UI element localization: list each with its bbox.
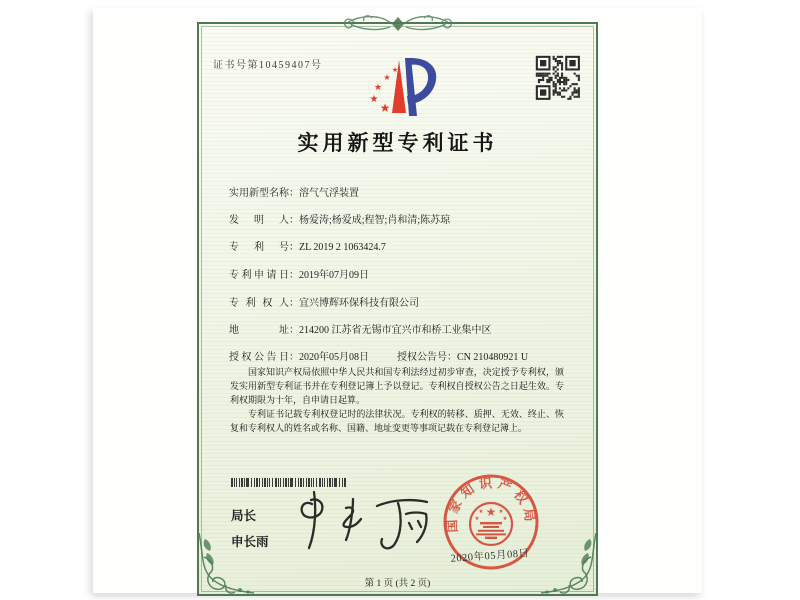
seal-date: 2020年05月08日 [450, 548, 530, 565]
field-row-patentee [229, 294, 419, 308]
svg-text:★: ★ [391, 66, 399, 74]
field-label: 专利权人 [229, 298, 289, 309]
field-value: 2020年05月08日 [299, 352, 369, 363]
field-row-filing-date [229, 266, 369, 280]
legal-paragraph-1: 国家知识产权局依照中华人民共和国专利法经过初步审查，决定授予专利权，颁发实用新型专利证书并在专利登记簿上予以登记。专利权自授权公告之日起生效。专利权期限为十年，自申请日起算。 [230, 367, 564, 405]
field-row-address [229, 321, 492, 335]
field-label: 发明人 [229, 215, 289, 226]
svg-text:★: ★ [502, 516, 508, 522]
legal-paragraph-2: 专利证书记载专利权登记时的法律状况。专利权的转移、质押、无效、终止、恢复和专利权人的姓名或名称、国籍、地址变更等事项记载在专利登记簿上。 [230, 409, 564, 433]
svg-text:★: ★ [373, 82, 383, 92]
svg-text:★: ★ [498, 509, 504, 515]
field-label: 授权公告日 [229, 352, 289, 363]
qr-code-icon [535, 55, 581, 101]
colon: ： [289, 352, 299, 363]
field-row-grant [229, 348, 589, 362]
director-title: 局长 [231, 509, 257, 523]
svg-text:★: ★ [474, 516, 480, 522]
svg-text:★: ★ [383, 73, 391, 82]
field-pair-grant-number [397, 348, 528, 363]
colon: ： [289, 298, 299, 309]
certificate-title: 实用新型专利证书 [297, 131, 498, 155]
field-row-patent-number [229, 238, 386, 252]
field-value: 溶气气浮装置 [299, 188, 359, 199]
field-label: 专利号 [229, 242, 289, 253]
director-name: 申长雨 [231, 535, 269, 549]
svg-text:★: ★ [379, 101, 391, 115]
field-label: 地址 [229, 325, 289, 336]
handwritten-signature-icon [293, 486, 438, 561]
colon: ： [289, 188, 299, 199]
svg-text:★: ★ [485, 505, 497, 519]
top-flourish-ornament [338, 9, 458, 39]
bottom-right-flourish [539, 531, 599, 597]
field-value: 2019年07月09日 [299, 270, 369, 281]
colon: ： [289, 270, 299, 281]
svg-text:★: ★ [369, 94, 379, 105]
svg-text:★: ★ [478, 509, 484, 515]
field-label: 实用新型名称 [229, 188, 289, 199]
colon: ： [289, 242, 299, 253]
cnipa-patent-logo-icon [361, 53, 439, 125]
field-value: 杨爱涛;杨爱成;程智;肖和清;陈苏琼 [299, 215, 451, 226]
field-row-inventors [229, 211, 450, 225]
certificate-number: 证书号第10459407号 [213, 60, 323, 71]
field-label: 授权公告号 [397, 352, 447, 363]
national-emblem [470, 503, 512, 545]
bottom-left-flourish [196, 531, 256, 597]
colon: ： [447, 352, 457, 363]
field-value: CN 210480921 U [457, 352, 529, 363]
page-footer: 第 1 页 (共 2 页) [364, 579, 431, 589]
field-value: 214200 江苏省无锡市宜兴市和桥工业集中区 [299, 325, 492, 336]
certificate-paper [93, 8, 702, 593]
field-row-name [229, 184, 359, 198]
field-label: 专利申请日 [229, 270, 289, 281]
seal-text: 国家知识产权局 [444, 475, 539, 533]
certificate-border-frame [197, 22, 598, 596]
field-value: ZL 2019 2 1063424.7 [299, 242, 386, 253]
colon: ： [289, 215, 299, 226]
legal-text-block [230, 365, 564, 435]
colon: ： [289, 325, 299, 336]
field-value: 宜兴博辉环保科技有限公司 [299, 298, 419, 309]
